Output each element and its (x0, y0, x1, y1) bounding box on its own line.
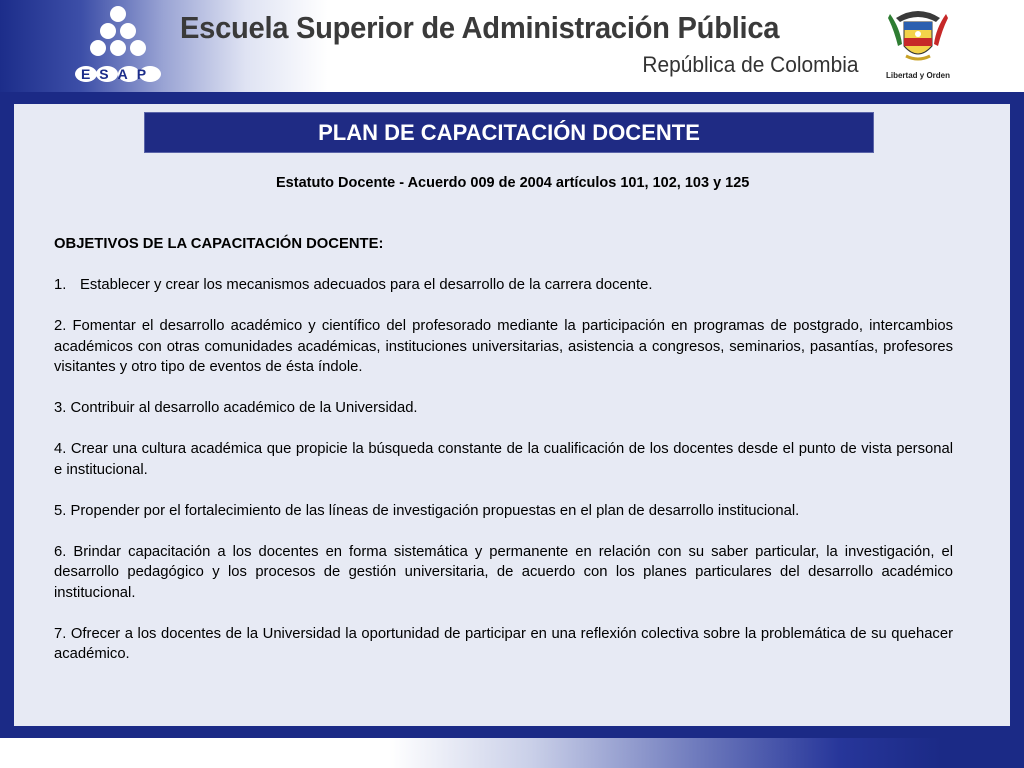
objective-item (54, 439, 953, 480)
colombia-crest-icon (886, 4, 950, 70)
country-name: República de Colombia (641, 52, 858, 77)
objective-text: Establecer y crear los mecanismos adecuados para el desarrollo de la carrera docente. (80, 277, 653, 293)
objective-number: 5. (54, 502, 67, 519)
esap-logo (68, 4, 168, 86)
objective-number: 2. (54, 318, 67, 334)
objectives-section (54, 234, 953, 665)
objective-text: Ofrecer a los docentes de la Universidad la oportunidad de participar en una reflexión colectiva sobre la problemática de su quehacer académico. (54, 625, 953, 662)
objective-item (54, 501, 953, 522)
objective-item (54, 316, 953, 378)
logo-text: ESAP (80, 66, 156, 82)
objective-text: Crear una cultura académica que propicie la búsqueda constante de la cualificación de los docentes desde el punto de vista personal e institucional. (54, 441, 953, 478)
crest-motto: Libertad y Orden (885, 71, 950, 80)
objectives-heading: OBJETIVOS DE LA CAPACITACIÓN DOCENTE: (54, 236, 384, 252)
objective-number: 6. (54, 543, 67, 560)
objective-number: 4. (54, 441, 67, 457)
objective-number: 3. (54, 400, 67, 416)
objective-text: Brindar capacitación a los docentes en forma sistemática y permanente en relación con su saber particular, la investigación, el desarrollo pedagógico y los procesos de gestión universitaria, de acuerdo con los planes particulares del desarrollo académico institucional. (54, 543, 953, 601)
objective-text: Propender por el fortalecimiento de las líneas de investigación propuestas en el plan de desarrollo institucional. (70, 502, 800, 519)
institution-name: Escuela Superior de Administración Pública (180, 10, 780, 45)
header (0, 0, 1024, 92)
objective-item (54, 624, 953, 665)
title-bar (144, 112, 874, 153)
objective-item (54, 542, 953, 604)
objective-item (54, 275, 953, 296)
objective-text: Contribuir al desarrollo académico de la Universidad. (70, 400, 418, 416)
bottom-strip (0, 738, 1024, 768)
objective-number: 1. (54, 277, 67, 293)
objective-item (54, 398, 953, 419)
slide-subtitle: Estatuto Docente - Acuerdo 009 de 2004 artículos 101, 102, 103 y 125 (276, 175, 750, 191)
objective-text: Fomentar el desarrollo académico y científico del profesorado mediante la participación en programas de postgrado, intercambios académicos con otras comunidades académicas, instituciones universitarias, asistencia a congresos, seminarios, pasantías, profesores visitantes y otro tipo de eventos de ésta índole. (54, 318, 953, 375)
slide-title: PLAN DE CAPACITACIÓN DOCENTE (318, 119, 700, 145)
objective-number: 7. (54, 625, 67, 642)
